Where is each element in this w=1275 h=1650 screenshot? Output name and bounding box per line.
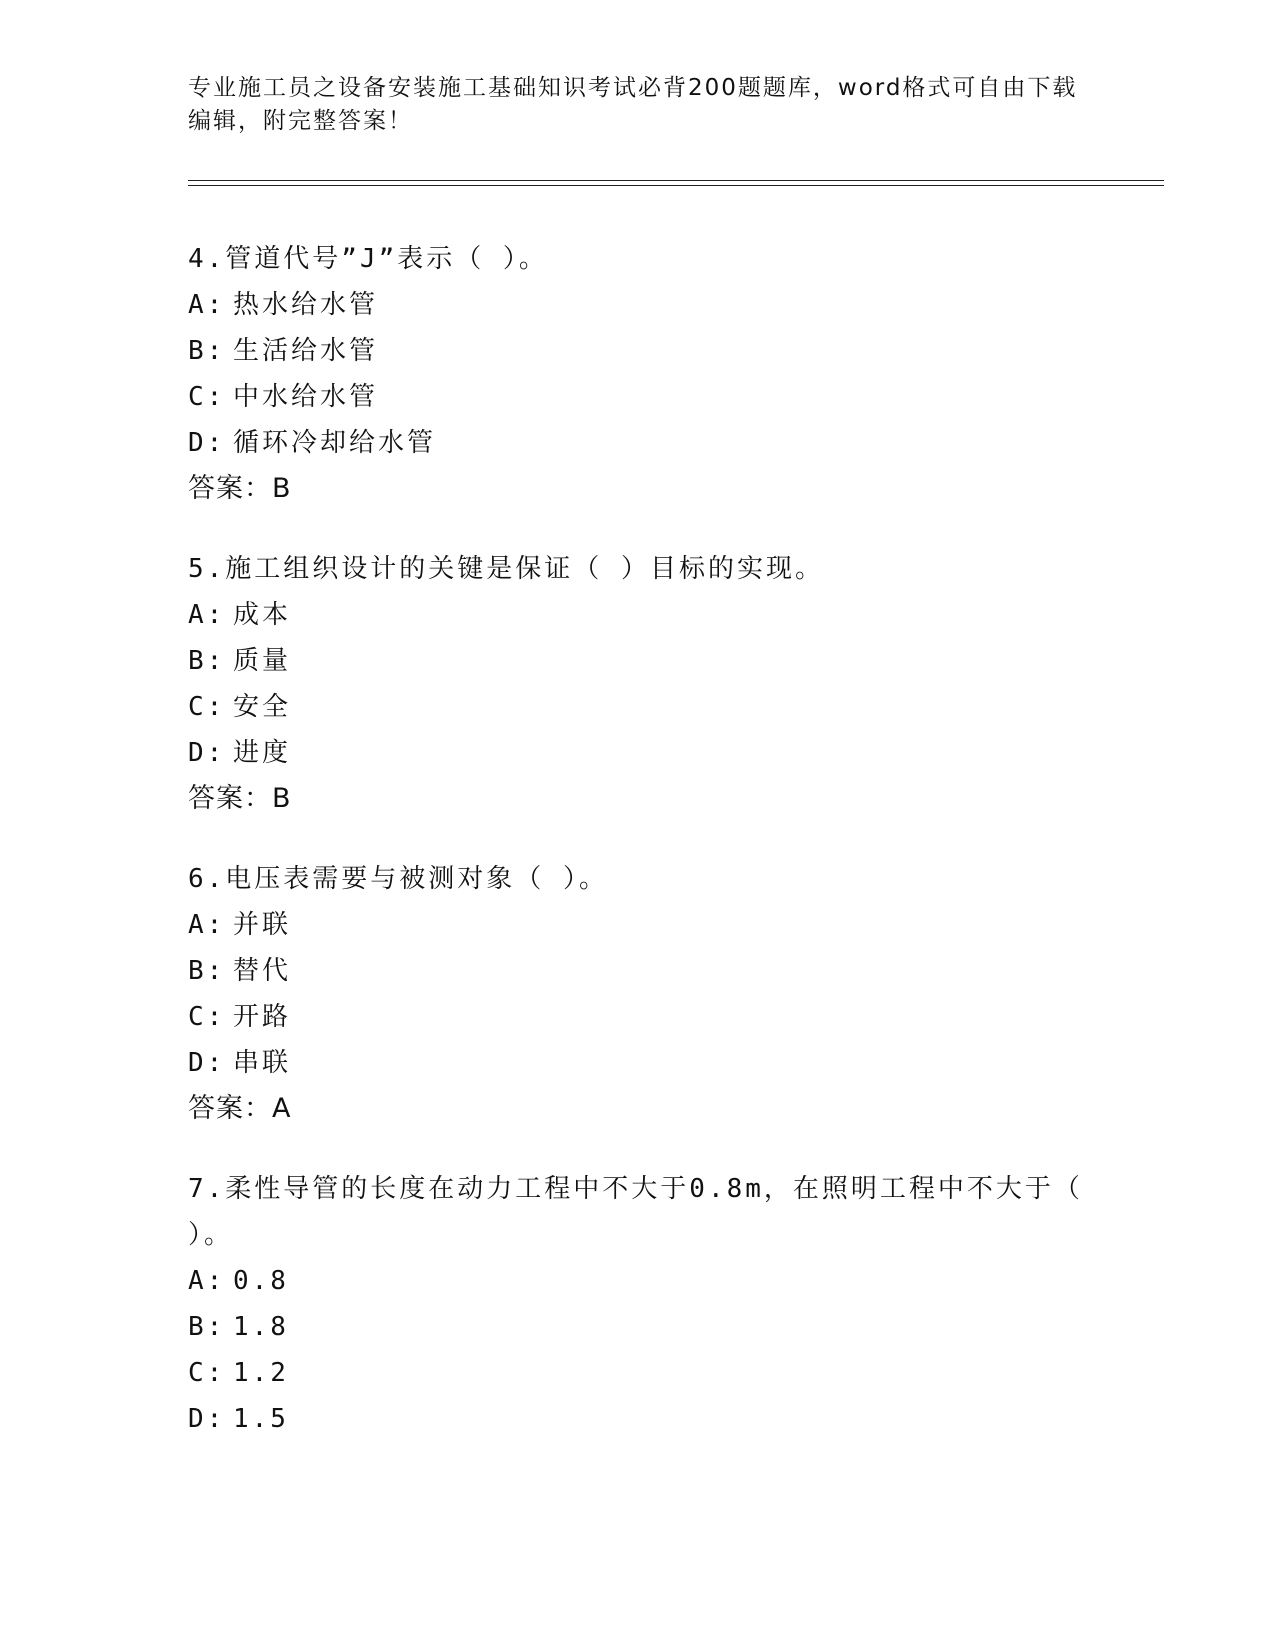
option-letter: B:: [188, 956, 226, 986]
option-letter: B:: [188, 1312, 226, 1342]
option-letter: D:: [188, 738, 226, 768]
option-letter: C:: [188, 1002, 226, 1032]
question-stem: 4.管道代号”J”表示（ ）。: [188, 244, 548, 274]
option-text: 串联: [233, 1048, 292, 1078]
option-a: [188, 592, 1088, 638]
question-list: [188, 236, 1102, 1476]
option-text: 进度: [233, 738, 292, 768]
question-stem: 5.施工组织设计的关键是保证（ ）目标的实现。: [188, 554, 824, 584]
option-text: 1.2: [233, 1358, 289, 1388]
question-4: [188, 236, 1088, 512]
option-d: [188, 1040, 1088, 1086]
document-header: 专业施工员之设备安装施工基础知识考试必背200题题库，word格式可自由下载编辑，附完整答案！: [188, 75, 1078, 134]
option-letter: A:: [188, 600, 226, 630]
option-text: 替代: [233, 956, 292, 986]
option-a: [188, 282, 1088, 328]
option-letter: A:: [188, 1266, 226, 1296]
option-a: [188, 902, 1088, 948]
option-text: 循环冷却给水管: [233, 428, 437, 458]
option-d: [188, 1396, 1088, 1442]
option-letter: B:: [188, 336, 226, 366]
option-letter: D:: [188, 428, 226, 458]
option-text: 生活给水管: [233, 336, 379, 366]
option-text: 1.5: [233, 1404, 289, 1434]
option-b: [188, 638, 1088, 684]
option-c: [188, 374, 1088, 420]
answer-line: 答案：A: [188, 1093, 292, 1124]
question-5: [188, 546, 1088, 822]
option-d: [188, 730, 1088, 776]
option-text: 质量: [233, 646, 292, 676]
answer-line: 答案：B: [188, 473, 292, 504]
question-stem: 7.柔性导管的长度在动力工程中不大于0.8m，在照明工程中不大于（ ）。: [188, 1174, 1102, 1250]
option-b: [188, 1304, 1088, 1350]
option-letter: C:: [188, 692, 226, 722]
option-text: 开路: [233, 1002, 292, 1032]
option-text: 中水给水管: [233, 382, 379, 412]
question-7: [188, 1166, 1102, 1442]
option-c: [188, 684, 1088, 730]
option-b: [188, 328, 1088, 374]
header-divider-top: [188, 180, 1164, 181]
option-text: 安全: [233, 692, 292, 722]
option-letter: D:: [188, 1048, 226, 1078]
option-c: [188, 994, 1088, 1040]
option-a: [188, 1258, 1088, 1304]
option-letter: D:: [188, 1404, 226, 1434]
question-stem: 6.电压表需要与被测对象（ ）。: [188, 864, 608, 894]
option-b: [188, 948, 1088, 994]
answer-line: 答案：B: [188, 783, 292, 814]
option-text: 1.8: [233, 1312, 289, 1342]
header-divider-bottom: [188, 185, 1164, 186]
option-d: [188, 420, 1088, 466]
option-text: 热水给水管: [233, 290, 379, 320]
option-text: 0.8: [233, 1266, 289, 1296]
option-text: 成本: [233, 600, 292, 630]
option-letter: B:: [188, 646, 226, 676]
option-text: 并联: [233, 910, 292, 940]
option-letter: C:: [188, 1358, 226, 1388]
question-6: [188, 856, 1088, 1132]
option-letter: C:: [188, 382, 226, 412]
option-letter: A:: [188, 290, 226, 320]
option-letter: A:: [188, 910, 226, 940]
option-c: [188, 1350, 1088, 1396]
